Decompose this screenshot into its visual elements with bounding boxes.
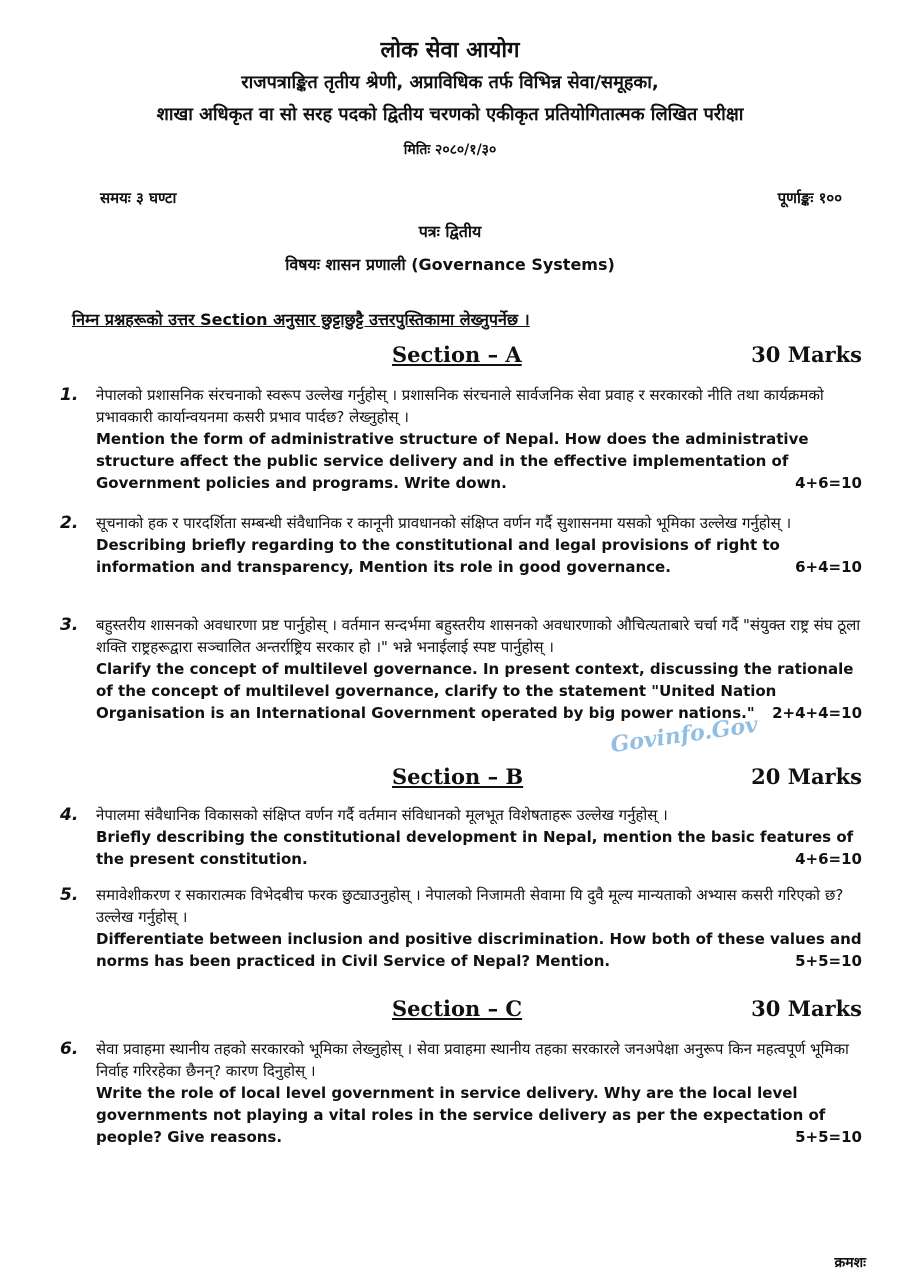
section-c-header	[0, 996, 862, 1026]
section-marks: 30 Marks	[751, 342, 862, 367]
section-name: Section – C	[392, 996, 523, 1021]
question-number: 4.	[60, 805, 79, 825]
exam-time: समयः ३ घण्टा	[100, 189, 177, 207]
question-marks: 6+4=10	[795, 558, 862, 576]
exam-date: मितिः २०८०/१/३०	[403, 142, 497, 158]
question-text-nepali: बहुस्तरीय शासनको अवधारणा प्रष्ट पार्नुहोस् । वर्तमान सन्दर्भमा बहुस्तरीय शासनको अवधारणाको औचित्यताबारे चर्चा गर्दै "संयुक्त राष्ट्र संघ ठूला शक्ति राष्ट्रहरूद्वारा सञ्चालित अन्तर्राष्ट्रिय सरकार हो ।" भन्ने भनाईलाई स्पष्ट पार्नुहोस् ।	[96, 616, 861, 656]
instruction: निम्न प्रश्नहरूको उत्तर Section अनुसार छुट्टाछुट्टै उत्तरपुस्तिकामा लेख्नुपर्नेछ ।	[72, 310, 530, 329]
question-text-nepali: सेवा प्रवाहमा स्थानीय तहको सरकारको भूमिका लेख्नुहोस् । सेवा प्रवाहमा स्थानीय तहका सरकारले जनअपेक्षा अनुरूप किन महत्वपूर्ण भूमिका निर्वाह गरिरहेका छैनन्? कारण दिनुहोस् ।	[96, 1040, 849, 1080]
question-1	[60, 384, 862, 494]
question-text-nepali: समावेशीकरण र सकारात्मक विभेदबीच फरक छुट्याउनुहोस् । नेपालको निजामती सेवामा यि दुवै मूल्य मान्यताको अभ्यास कसरी गरिएको छ? उल्लेख गर्नुहोस् ।	[96, 886, 844, 926]
question-number: 2.	[60, 513, 79, 533]
question-marks: 5+5=10	[795, 952, 862, 970]
question-text-english: Describing briefly regarding to the constitutional and legal provisions of right to information and transparency, Mention its role in good governance.	[96, 536, 780, 576]
section-name: Section – B	[392, 764, 524, 789]
watermark: Govinfo.Gov	[608, 711, 760, 759]
question-text-english: Differentiate between inclusion and positive discrimination. How both of these values and norms has been practiced in Civil Service of Nepal? Mention.	[96, 930, 862, 970]
question-5	[60, 884, 862, 972]
section-b-header	[0, 764, 862, 794]
question-marks: 5+5=10	[795, 1128, 862, 1146]
question-text-nepali: नेपालमा संवैधानिक विकासको संक्षिप्त वर्णन गर्दै वर्तमान संविधानको मूलभूत विशेषताहरू उल्लेख गर्नुहोस् ।	[96, 806, 668, 824]
question-3	[60, 614, 862, 724]
section-marks: 20 Marks	[751, 764, 862, 789]
question-text-nepali: सूचनाको हक र पारदर्शिता सम्बन्धी संवैधानिक र कानूनी प्रावधानको संक्षिप्त वर्णन गर्दै सुशासनमा यसको भूमिका उल्लेख गर्नुहोस् ।	[96, 514, 792, 532]
question-text-english: Briefly describing the constitutional development in Nepal, mention the basic features of the present constitution.	[96, 828, 854, 868]
continued-label: क्रमशः	[834, 1255, 866, 1271]
full-marks: पूर्णाङ्कः १००	[777, 189, 842, 207]
question-4	[60, 804, 862, 870]
section-a-header	[0, 342, 862, 372]
question-text-english: Write the role of local level government in service delivery. Why are the local level governments not playing a vital roles in the service delivery as per the expectation of people? Give reasons.	[96, 1084, 826, 1146]
paper-label: पत्रः द्वितीय	[418, 222, 482, 241]
subject-label: विषयः शासन प्रणाली (Governance Systems)	[285, 255, 615, 274]
question-text-nepali: नेपालको प्रशासनिक संरचनाको स्वरूप उल्लेख गर्नुहोस् । प्रशासनिक संरचनाले सार्वजनिक सेवा प्रवाह र सरकारको नीति तथा कार्यक्रमको प्रभावकारी कार्यान्वयनमा कसरी प्रभाव पार्दछ? लेख्नुहोस् ।	[96, 386, 824, 426]
question-text-english: Clarify the concept of multilevel governance. In present context, discussing the rationale of the concept of multilevel governance, clarify to the statement "United Nation Organisation is an International Government operated by big power nations."	[96, 660, 854, 722]
question-text-english: Mention the form of administrative structure of Nepal. How does the administrative structure affect the public service delivery and in the effective implementation of Government policies and programs. Write down.	[96, 430, 809, 492]
question-number: 1.	[60, 385, 79, 405]
section-marks: 30 Marks	[751, 996, 862, 1021]
question-number: 6.	[60, 1039, 79, 1059]
question-2	[60, 512, 862, 578]
question-6	[60, 1038, 862, 1148]
exam-description: शाखा अधिकृत वा सो सरह पदको द्वितीय चरणको एकीकृत प्रतियोगितात्मक लिखित परीक्षा	[156, 104, 744, 125]
section-name: Section – A	[392, 342, 522, 367]
question-number: 5.	[60, 885, 79, 905]
question-marks: 4+6=10	[795, 474, 862, 492]
commission-title: लोक सेवा आयोग	[380, 38, 520, 63]
question-number: 3.	[60, 615, 79, 635]
question-marks: 4+6=10	[795, 850, 862, 868]
meta-row	[100, 188, 842, 208]
question-marks: 2+4+4=10	[772, 704, 862, 722]
exam-category: राजपत्राङ्कित तृतीय श्रेणी, अप्राविधिक तर्फ विभिन्न सेवा/समूहका,	[241, 72, 659, 93]
